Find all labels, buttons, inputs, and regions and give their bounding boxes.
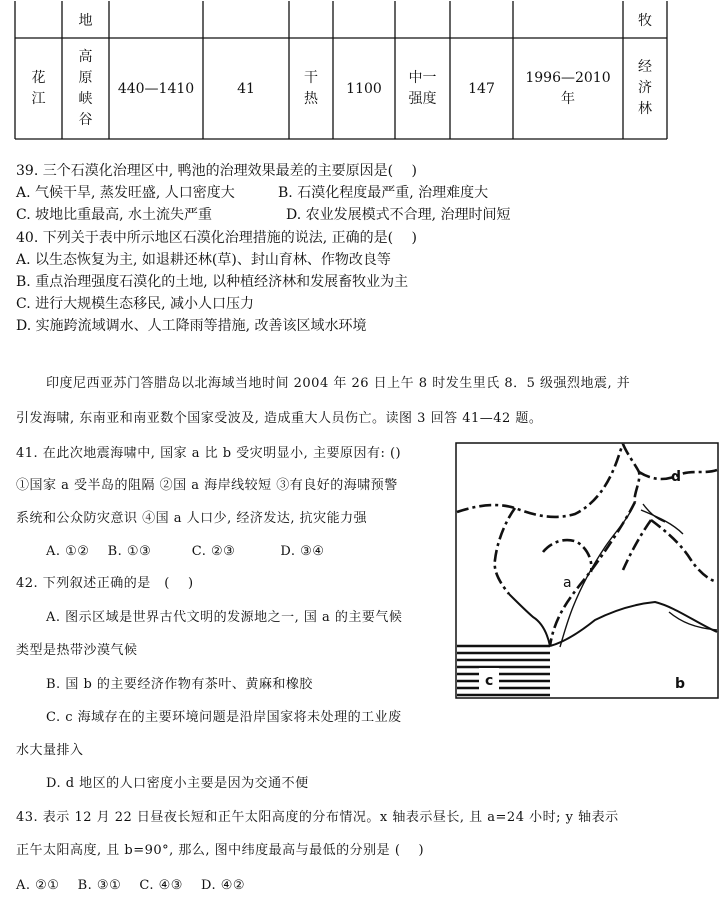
q42-option-b: B. 国 b 的主要经济作物有茶叶、黄麻和橡胶: [46, 677, 313, 692]
q39-option-d: D. 农业发展模式不合理, 治理时间短: [286, 207, 511, 223]
table-cell-region: 花 江: [31, 69, 46, 107]
q39-option-b: B. 石漠化程度最严重, 治理难度大: [278, 185, 489, 201]
q41-line-3: 系统和公众防灾意识 ④国 a 人口少, 经济发达, 抗灾能力强: [16, 511, 368, 526]
q41-line-2: ①国家 a 受半岛的阻隔 ②国 a 海岸线较短 ③有良好的海啸预警: [16, 478, 398, 493]
q42-stem: 42. 下列叙述正确的是 ( ): [16, 576, 194, 591]
table-cell-precip: 1100: [346, 80, 382, 97]
q40-stem: 40. 下列关于表中所示地区石漠化治理措施的说法, 正确的是( ): [16, 230, 417, 246]
table-cell-climate: 干 热: [304, 69, 318, 107]
table-header-cell: 地: [78, 13, 93, 29]
q42-option-c-1: C. c 海域存在的主要环境问题是沿岸国家将未处理的工业废: [46, 710, 402, 725]
table-cell-period: 1996—2010 年: [525, 69, 611, 107]
table-cell-area: 147: [468, 80, 495, 97]
q40-option-b: B. 重点治理强度石漠化的土地, 以种植经济林和发展畜牧业为主: [16, 274, 409, 290]
q41-stem: 41. 在此次地震海啸中, 国家 a 比 b 受灾明显小, 主要原因有: (): [16, 446, 402, 461]
map-label-c: c: [485, 673, 494, 689]
q40-option-d: D. 实施跨流域调水、人工降雨等措施, 改善该区域水环境: [16, 318, 367, 334]
intro-line-2: 引发海啸, 东南亚和南亚数个国家受波及, 造成重大人员伤亡。读图 3 回答 41—42 题。: [16, 411, 543, 426]
table-cell-degree: 中一 强度: [408, 69, 437, 107]
q42-option-c-2: 水大量排入: [16, 743, 84, 758]
q42-option-a-1: A. 图示区域是世界古代文明的发源地之一, 国 a 的主要气候: [46, 610, 403, 625]
intro-line-1: 印度尼西亚苏门答腊岛以北海域当地时间 2004 年 26 日上午 8 时发生里氏 8．5 级强烈地震, 并: [46, 376, 631, 391]
table-cell-elevation: 440—1410: [117, 80, 195, 97]
q39-stem: 39. 三个石漠化治理区中, 鸭池的治理效果最差的主要原因是( ): [16, 163, 417, 179]
table-header-cell: 牧: [638, 13, 652, 29]
q43-line-1: 43. 表示 12 月 22 日昼夜长短和正午太阳高度的分布情况。x 轴表示昼长, 且 a=24 小时; y 轴表示: [16, 810, 619, 825]
map-figure: [455, 442, 720, 700]
q42-option-a-2: 类型是热带沙漠气候: [16, 643, 138, 658]
map-label-b: b: [675, 676, 686, 692]
map-label-d: d: [671, 469, 682, 485]
q42-option-d: D. d 地区的人口密度小主要是因为交通不便: [46, 776, 309, 791]
table-cell-landform: 高 原 峡 谷: [78, 48, 93, 128]
map-label-a: a: [563, 575, 572, 591]
q40-option-c: C. 进行大规模生态移民, 减小人口压力: [16, 296, 255, 312]
q40-option-a: A. 以生态恢复为主, 如退耕还林(草)、封山育林、作物改良等: [16, 252, 391, 268]
table-cell-rainfall: 41: [237, 80, 255, 97]
q39-option-a: A. 气候干旱, 蒸发旺盛, 人口密度大: [16, 185, 235, 201]
q39-option-c: C. 坡地比重最高, 水土流失严重: [16, 207, 213, 223]
map-svg: [455, 442, 720, 700]
q43-line-2: 正午太阳高度, 且 b=90°, 那么, 图中纬度最高与最低的分别是 ( ): [16, 843, 425, 858]
q43-options: A. ②① B. ③① C. ④③ D. ④②: [16, 878, 246, 893]
table-cell-model: 经 济 林: [638, 59, 652, 117]
q41-options: A. ①② B. ①③ C. ②③ D. ③④: [46, 544, 325, 559]
